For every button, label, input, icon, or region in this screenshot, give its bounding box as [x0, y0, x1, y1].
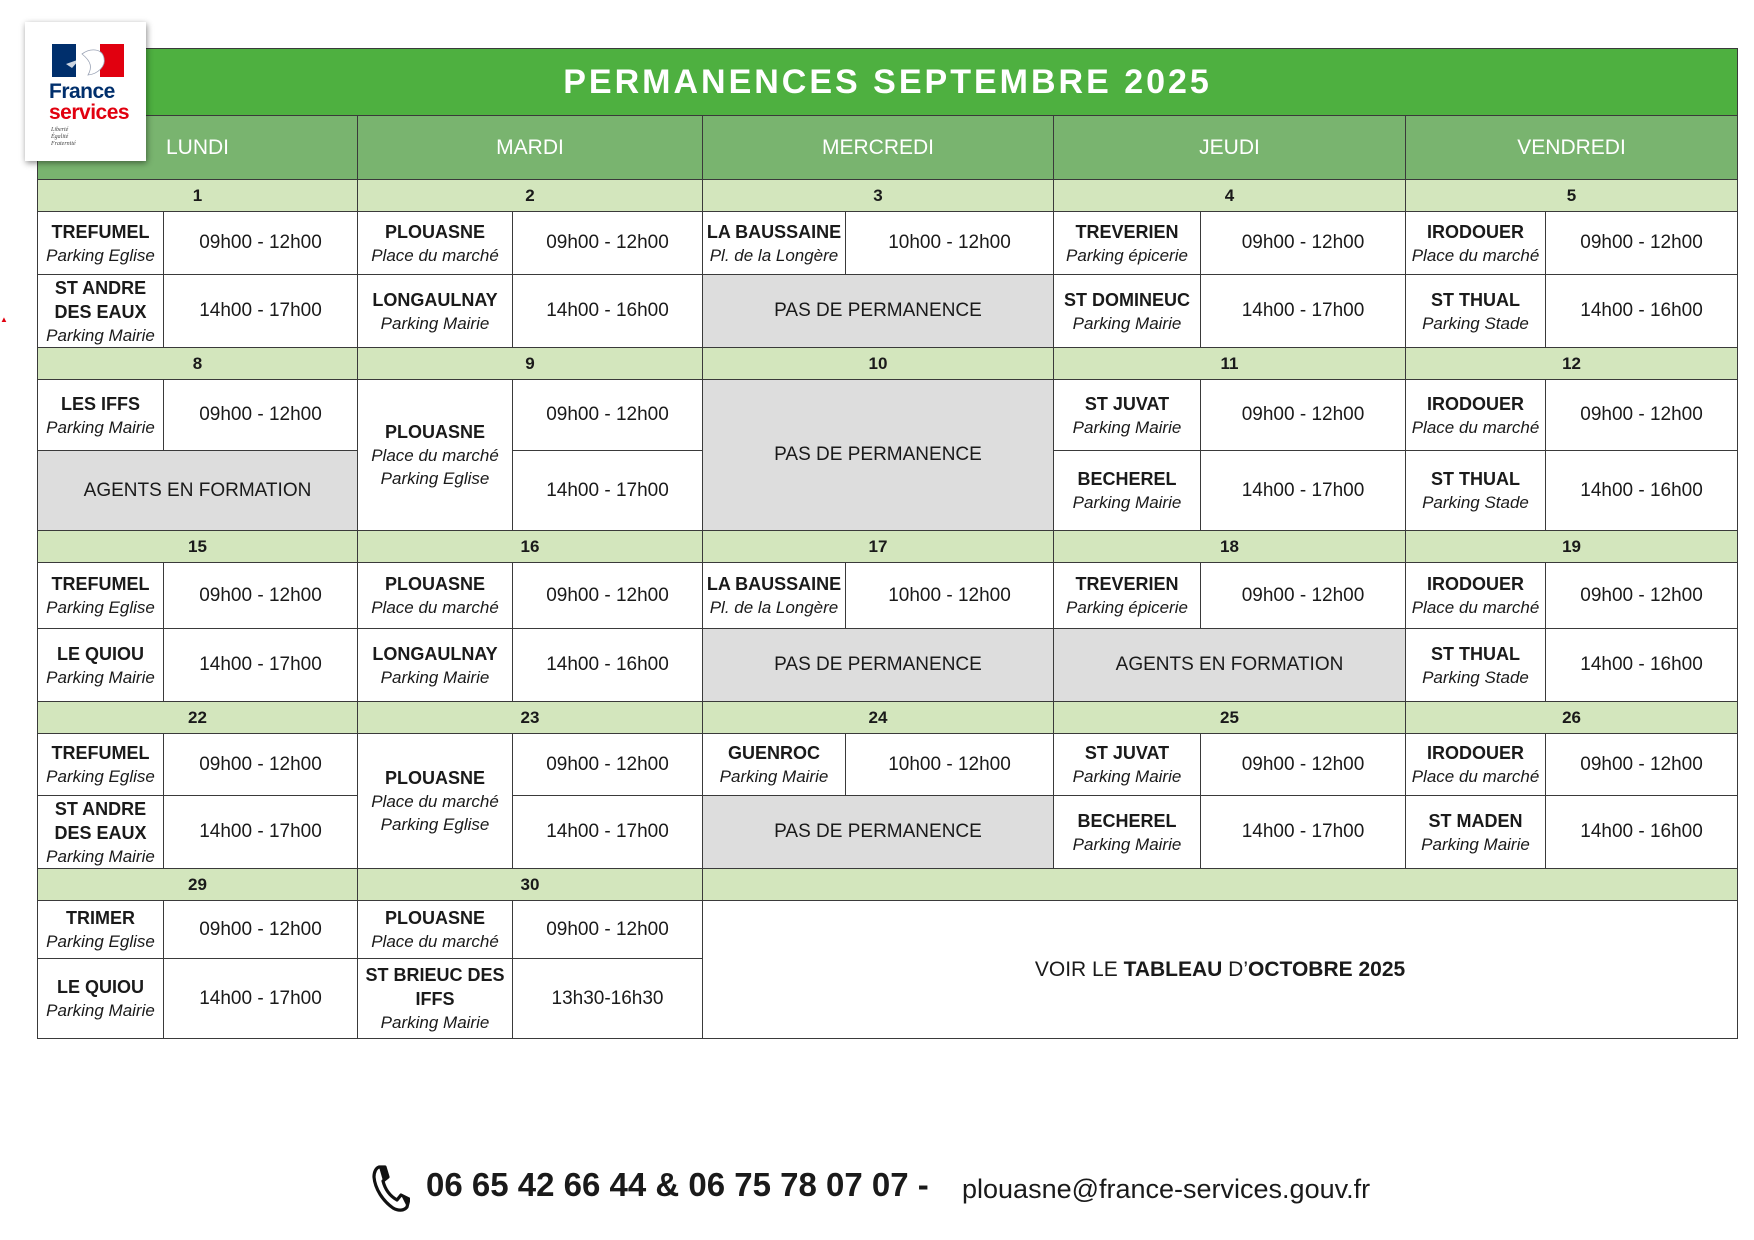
- location-cell: [1406, 629, 1546, 702]
- location-name: ST DOMINEUC: [1064, 289, 1190, 310]
- contact-footer: [370, 1160, 1370, 1220]
- location-cell: [38, 275, 164, 348]
- location-detail: Parking Mairie: [1072, 834, 1182, 854]
- date-cell: 9: [358, 348, 703, 380]
- contact-email[interactable]: plouasne@france-services.gouv.fr: [962, 1174, 1371, 1204]
- france-services-logo: [25, 22, 146, 161]
- time-slot: 14h00 - 17h00: [1201, 796, 1406, 869]
- time-slot: 14h00 - 17h00: [164, 796, 358, 869]
- time-slot: 14h00 - 16h00: [1546, 796, 1738, 869]
- time-slot: 09h00 - 12h00: [164, 380, 358, 451]
- time-slot: 09h00 - 12h00: [513, 901, 703, 959]
- location-name: ST THUAL: [1431, 469, 1520, 489]
- location-cell: [1406, 563, 1546, 629]
- date-cell: 11: [1054, 348, 1406, 380]
- date-cell: 17: [703, 531, 1054, 563]
- location-detail: Place du marché: [371, 446, 499, 465]
- location-cell: [1054, 796, 1201, 869]
- date-cell: 24: [703, 702, 1054, 734]
- location-detail: Pl. de la Longère: [709, 598, 839, 617]
- location-name: LONGAULNAY: [372, 643, 498, 664]
- location-detail: Parking Eglise: [46, 245, 155, 265]
- day-header-thursday: JEUDI: [1054, 116, 1406, 180]
- time-slot: 09h00 - 12h00: [513, 380, 703, 451]
- location-name: PLOUASNE: [384, 768, 485, 788]
- location-name: LONGAULNAY: [372, 289, 498, 310]
- location-detail: Parking Mairie: [1072, 417, 1182, 437]
- day-header-tuesday: MARDI: [358, 116, 703, 180]
- next-month-note: [703, 901, 1738, 1039]
- location-cell: [38, 629, 164, 702]
- location-name: PLOUASNE: [384, 908, 485, 928]
- location-cell: [1054, 212, 1201, 275]
- time-slot: 09h00 - 12h00: [1201, 734, 1406, 796]
- location-cell: [1406, 796, 1546, 869]
- location-name: ST ANDRE DES EAUX: [54, 277, 147, 322]
- location-detail: Place du marché: [371, 598, 499, 617]
- note-bold-text: TABLEAU: [1123, 957, 1223, 981]
- location-detail: Parking épicerie: [1066, 245, 1188, 265]
- location-name: TREFUMEL: [51, 743, 150, 763]
- location-name: ST THUAL: [1431, 643, 1520, 664]
- location-cell: [1054, 563, 1201, 629]
- location-cell: [358, 380, 513, 531]
- location-detail: Place du marché: [1411, 245, 1540, 265]
- location-name: TREVERIEN: [1075, 221, 1179, 242]
- location-cell: [38, 901, 164, 959]
- date-cell: 26: [1406, 702, 1738, 734]
- note-text: VOIR LE: [1034, 957, 1124, 981]
- location-name: BECHEREL: [1077, 469, 1177, 489]
- location-cell: [1054, 275, 1201, 348]
- date-cell: 5: [1406, 180, 1738, 212]
- location-name: PLOUASNE: [384, 221, 485, 242]
- date-cell: 4: [1054, 180, 1406, 212]
- location-cell: [358, 563, 513, 629]
- no-session-cell: PAS DE PERMANENCE: [703, 629, 1054, 702]
- location-name: LE QUIOU: [56, 977, 144, 997]
- location-cell: [358, 901, 513, 959]
- location-detail: Parking Mairie: [1072, 767, 1182, 786]
- location-detail: Parking Mairie: [719, 767, 829, 786]
- time-slot: 09h00 - 12h00: [164, 563, 358, 629]
- location-name: ST BRIEUC DES IFFS: [365, 965, 505, 1009]
- location-name: ST ANDRE DES EAUX: [54, 798, 147, 843]
- phone-icon: [370, 1164, 410, 1212]
- time-slot: 09h00 - 12h00: [1546, 734, 1738, 796]
- time-slot: 14h00 - 17h00: [1201, 451, 1406, 531]
- time-slot: 14h00 - 17h00: [164, 959, 358, 1039]
- location-detail: Parking Eglise: [46, 598, 155, 617]
- location-detail: Place du marché: [371, 932, 499, 951]
- time-slot: 14h00 - 16h00: [1546, 451, 1738, 531]
- location-detail: Parking Eglise: [380, 815, 490, 834]
- date-cell: 18: [1054, 531, 1406, 563]
- time-slot: 13h30-16h30: [513, 959, 703, 1039]
- day-header-friday: VENDREDI: [1406, 116, 1738, 180]
- location-cell: [1406, 380, 1546, 451]
- location-cell: [703, 734, 846, 796]
- date-cell: 2: [358, 180, 703, 212]
- location-name: LE QUIOU: [56, 643, 144, 664]
- location-cell: [38, 212, 164, 275]
- location-detail: Parking Mairie: [46, 417, 155, 437]
- location-cell: [703, 212, 846, 275]
- location-detail: Parking Stade: [1422, 667, 1529, 687]
- time-slot: 09h00 - 12h00: [164, 734, 358, 796]
- location-detail: Parking Mairie: [1072, 493, 1182, 512]
- location-detail: Parking Stade: [1422, 313, 1529, 333]
- location-detail: Parking Mairie: [46, 1001, 155, 1020]
- date-cell: 19: [1406, 531, 1738, 563]
- location-detail: Parking Mairie: [46, 846, 155, 866]
- location-name: BECHEREL: [1077, 810, 1177, 831]
- time-slot: 09h00 - 12h00: [1546, 380, 1738, 451]
- location-cell: [358, 734, 513, 869]
- date-cell: 25: [1054, 702, 1406, 734]
- location-detail: Parking Eglise: [46, 767, 155, 786]
- location-name: ST MADEN: [1428, 810, 1523, 831]
- date-cell: 12: [1406, 348, 1738, 380]
- time-slot: 14h00 - 17h00: [513, 796, 703, 869]
- time-slot: 10h00 - 12h00: [846, 734, 1054, 796]
- location-name: IRODOUER: [1426, 221, 1524, 242]
- time-slot: 09h00 - 12h00: [1201, 212, 1406, 275]
- date-cell: 15: [38, 531, 358, 563]
- location-name: TRIMER: [66, 908, 135, 928]
- location-cell: [358, 212, 513, 275]
- location-cell: [1406, 275, 1546, 348]
- location-name: LA BAUSSAINE: [706, 221, 842, 242]
- date-cell: 23: [358, 702, 703, 734]
- location-detail: Pl. de la Longère: [709, 245, 839, 265]
- time-slot: 14h00 - 17h00: [513, 451, 703, 531]
- location-detail: Place du marché: [1411, 598, 1540, 617]
- location-detail: Parking Mairie: [1421, 834, 1530, 854]
- no-session-cell: PAS DE PERMANENCE: [703, 380, 1054, 531]
- time-slot: 09h00 - 12h00: [513, 734, 703, 796]
- location-cell: [358, 959, 513, 1039]
- time-slot: 14h00 - 16h00: [513, 275, 703, 348]
- logo-line-services: services: [49, 101, 130, 124]
- location-cell: [38, 959, 164, 1039]
- no-session-cell: PAS DE PERMANENCE: [703, 275, 1054, 348]
- location-detail: Place du marché: [371, 792, 499, 811]
- note-bold-text: OCTOBRE 2025: [1248, 957, 1406, 981]
- location-cell: [1054, 380, 1201, 451]
- logo-line-france: France: [49, 80, 115, 103]
- time-slot: 09h00 - 12h00: [513, 212, 703, 275]
- training-cell: AGENTS EN FORMATION: [1054, 629, 1406, 702]
- date-cell: 22: [38, 702, 358, 734]
- date-cell: 29: [38, 869, 358, 901]
- date-cell: 10: [703, 348, 1054, 380]
- edge-mark: ▲: [0, 315, 8, 324]
- location-detail: Parking épicerie: [1066, 598, 1188, 617]
- location-detail: Parking Mairie: [46, 667, 155, 687]
- date-cell: 8: [38, 348, 358, 380]
- location-detail: Place du marché: [1411, 417, 1540, 437]
- date-cell: 30: [358, 869, 703, 901]
- location-name: TREVERIEN: [1075, 574, 1179, 594]
- no-session-cell: PAS DE PERMANENCE: [703, 796, 1054, 869]
- time-slot: 14h00 - 17h00: [164, 629, 358, 702]
- time-slot: 09h00 - 12h00: [164, 212, 358, 275]
- time-slot: 14h00 - 17h00: [164, 275, 358, 348]
- location-name: PLOUASNE: [384, 574, 485, 594]
- schedule-table: [37, 48, 1738, 1039]
- location-cell: [38, 563, 164, 629]
- location-name: ST JUVAT: [1084, 743, 1170, 763]
- location-name: LES IFFS: [60, 393, 140, 414]
- location-name: ST JUVAT: [1084, 393, 1170, 414]
- location-detail: Parking Eglise: [46, 932, 155, 951]
- time-slot: 14h00 - 16h00: [1546, 275, 1738, 348]
- location-name: TREFUMEL: [51, 574, 150, 594]
- schedule-table-wrapper: [37, 48, 1737, 1039]
- time-slot: 14h00 - 16h00: [1546, 629, 1738, 702]
- time-slot: 09h00 - 12h00: [513, 563, 703, 629]
- location-cell: [1054, 734, 1201, 796]
- location-name: IRODOUER: [1426, 393, 1524, 414]
- time-slot: 09h00 - 12h00: [1546, 212, 1738, 275]
- date-cell-empty: [703, 869, 1738, 901]
- note-text: D’: [1222, 957, 1249, 981]
- phone-numbers: 06 65 42 66 44 & 06 75 78 07 07 -: [426, 1166, 929, 1203]
- location-cell: [38, 734, 164, 796]
- location-name: PLOUASNE: [384, 422, 485, 442]
- date-cell: 16: [358, 531, 703, 563]
- time-slot: 09h00 - 12h00: [164, 901, 358, 959]
- date-cell: 3: [703, 180, 1054, 212]
- marianne-flag-icon: [52, 44, 124, 77]
- location-cell: [358, 275, 513, 348]
- location-name: IRODOUER: [1426, 743, 1524, 763]
- location-detail: Parking Stade: [1422, 493, 1529, 512]
- location-name: GUENROC: [727, 743, 820, 763]
- time-slot: 10h00 - 12h00: [846, 212, 1054, 275]
- location-cell: [703, 563, 846, 629]
- location-cell: [1406, 212, 1546, 275]
- logo-motto: Liberté Égalité Fraternité: [51, 127, 76, 147]
- day-header-monday: LUNDI: [38, 116, 358, 180]
- location-name: ST THUAL: [1431, 289, 1520, 310]
- schedule-title: PERMANENCES SEPTEMBRE 2025: [38, 49, 1738, 116]
- location-detail: Parking Mairie: [380, 667, 490, 687]
- location-detail: Place du marché: [371, 245, 499, 265]
- location-detail: Parking Eglise: [380, 469, 490, 488]
- training-cell: AGENTS EN FORMATION: [38, 451, 358, 531]
- location-cell: [1406, 734, 1546, 796]
- location-detail: Parking Mairie: [380, 1013, 490, 1032]
- location-cell: [358, 629, 513, 702]
- time-slot: 14h00 - 17h00: [1201, 275, 1406, 348]
- time-slot: 14h00 - 16h00: [513, 629, 703, 702]
- location-name: LA BAUSSAINE: [706, 574, 842, 594]
- location-detail: Parking Mairie: [1072, 313, 1182, 333]
- location-cell: [38, 796, 164, 869]
- time-slot: 09h00 - 12h00: [1546, 563, 1738, 629]
- time-slot: 10h00 - 12h00: [846, 563, 1054, 629]
- date-cell: 1: [38, 180, 358, 212]
- location-cell: [1406, 451, 1546, 531]
- location-name: IRODOUER: [1426, 574, 1524, 594]
- day-header-wednesday: MERCREDI: [703, 116, 1054, 180]
- time-slot: 09h00 - 12h00: [1201, 563, 1406, 629]
- location-name: TREFUMEL: [51, 221, 150, 242]
- location-detail: Parking Mairie: [46, 325, 155, 345]
- location-cell: [1054, 451, 1201, 531]
- location-cell: [38, 380, 164, 451]
- time-slot: 09h00 - 12h00: [1201, 380, 1406, 451]
- location-detail: Place du marché: [1411, 767, 1540, 786]
- location-detail: Parking Mairie: [380, 313, 490, 333]
